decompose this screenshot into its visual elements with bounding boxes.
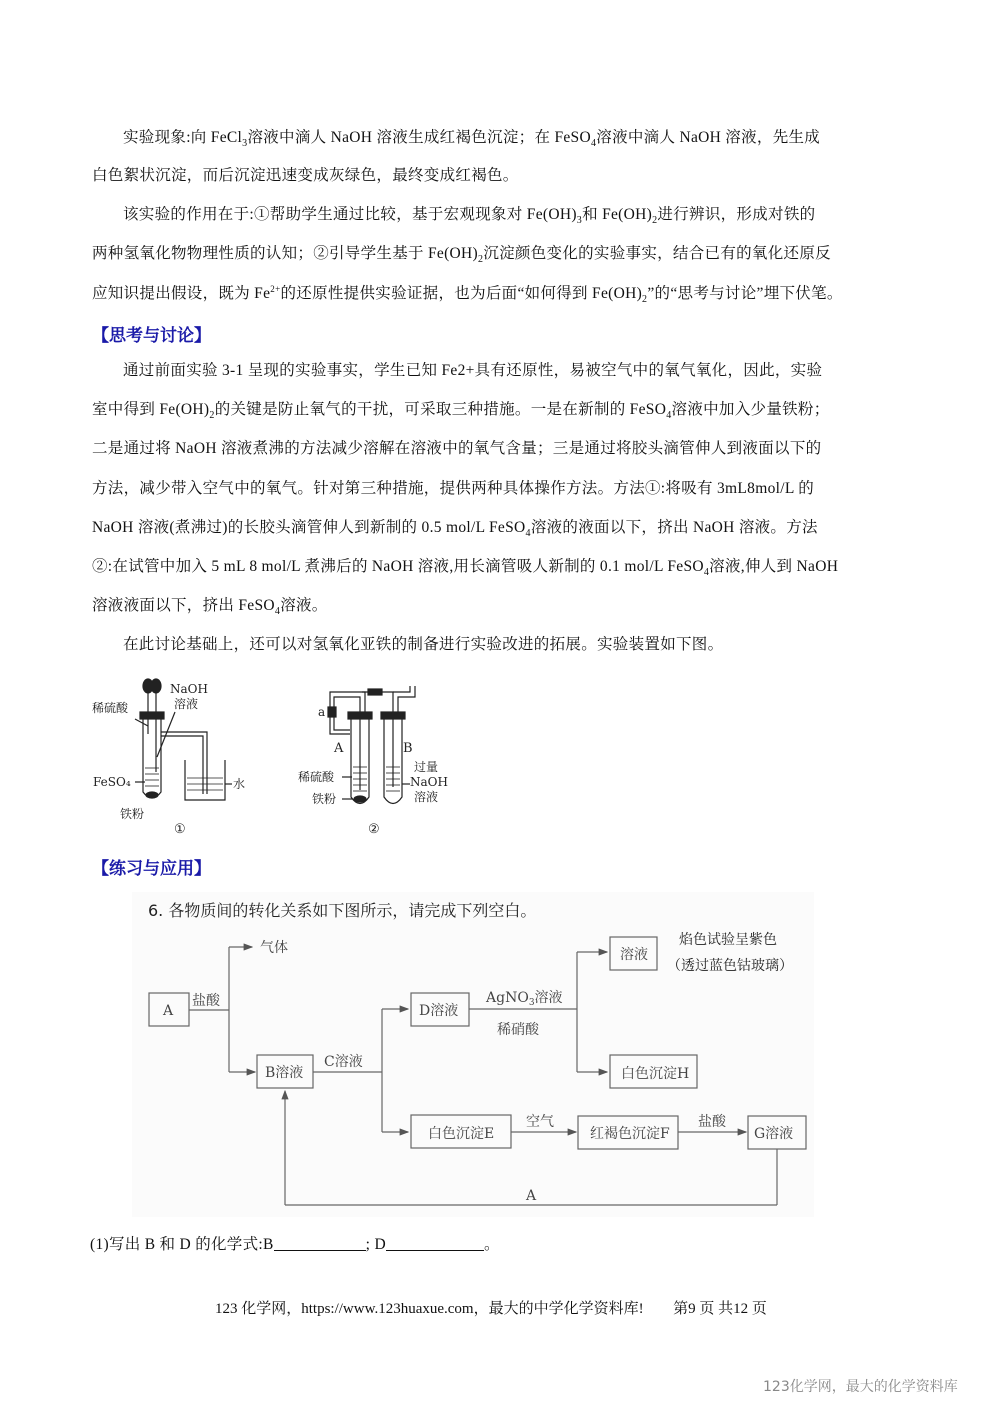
question-6: 6. 各物质间的转化关系如下图所示，请完成下列空白。 xyxy=(148,901,537,920)
flow-B: B溶液 xyxy=(265,1065,304,1081)
page-footer xyxy=(215,1297,767,1318)
label-clamp-a: a xyxy=(318,705,326,719)
para3-line6: ②:在试管中加入 5 mL 8 mol/L 煮沸后的 NaOH 溶液,用长滴管吸人新制的 0.1 mol/L FeSO$_4$溶液,伸人到 NaOH xyxy=(92,558,839,578)
para3-line4: 方法，减少带入空气中的氧气。针对第三种措施，提供两种具体操作方法。方法①:将吸有 3mL8mol/L 的 xyxy=(92,480,814,497)
para2-line2: 两种氢氧化物物理性质的认知；②引导学生基于 $Fe(OH)_2$沉淀颜色变化的实验事实，结合已有的氧化还原反 xyxy=(92,245,831,265)
flow-E: 白色沉淀E xyxy=(428,1126,495,1142)
figure-number-2: ② xyxy=(368,822,380,837)
flow-dilute-nitric-acid: 稀硝酸 xyxy=(497,1022,539,1038)
label-dilute-sulfuric-acid: 稀硫酸 xyxy=(92,701,129,715)
flow-F: 红褐色沉淀F xyxy=(590,1126,670,1142)
flow-cobalt-glass: （透过蓝色钴玻璃） xyxy=(667,958,793,974)
flow-air: 空气 xyxy=(526,1114,554,1130)
para4: 在此讨论基础上，还可以对氢氧化亚铁的制备进行实验改进的拓展。实验装置如下图。 xyxy=(123,636,724,653)
label-dilute-sulfuric-acid-2: 稀硫酸 xyxy=(298,770,335,784)
answer-blank-b[interactable] xyxy=(274,1236,366,1251)
flow-agno3: AgNO$_3$溶液 xyxy=(486,990,563,1008)
flow-solution: 溶液 xyxy=(620,947,648,963)
flow-H: 白色沉淀H xyxy=(621,1066,690,1082)
flow-back-A: A xyxy=(526,1188,537,1204)
flow-A: A xyxy=(163,1003,174,1019)
label-solution: 溶液 xyxy=(174,697,199,711)
flow-G: G溶液 xyxy=(754,1126,794,1142)
sub-question-1: (1)写出 B 和 D 的化学式:B ; D 。 xyxy=(90,1236,500,1253)
section-heading-practice: 【练习与应用】 xyxy=(92,859,211,879)
flow-flame-test: 焰色试验呈紫色 xyxy=(679,932,777,948)
para3-line1: 通过前面实验 3-1 呈现的实验事实，学生已知 Fe2+具有还原性，易被空气中的氧气氧化，因此，实验 xyxy=(123,362,823,379)
label-tube-b: B xyxy=(403,741,413,756)
apparatus-2-figure xyxy=(290,672,460,842)
label-iron-powder: 铁粉 xyxy=(120,807,145,821)
para3-line5: NaOH 溶液(煮沸过)的长胶头滴管伸人到新制的 0.5 mol/L FeSO$_4$溶液的液面以下，挤出 NaOH 溶液。方法 xyxy=(92,519,818,539)
flow-hydrochloric-acid-2: 盐酸 xyxy=(698,1114,726,1130)
para2-line1: 该实验的作用在于:①帮助学生通过比较，基于宏观现象对 $Fe(OH)_3$和 $Fe(OH)_2$进行辨识，形成对铁的 xyxy=(123,206,816,226)
para2-line3: 应知识提出假设，既为 $Fe^{2+}$的还原性提供实验证据，也为后面“如何得到 $Fe(OH)_2$”的“思考与讨论”埋下伏笔。 xyxy=(92,284,843,305)
answer-blank-d[interactable] xyxy=(386,1236,484,1251)
para1-line1: 实验现象:向 FeCl$_3$溶液中滴人 NaOH 溶液生成红褐色沉淀；在 FeSO$_4$溶液中滴人 NaOH 溶液，先生成 xyxy=(123,129,821,149)
figure-number-1: ① xyxy=(174,822,186,837)
label-excess: 过量 xyxy=(414,760,439,774)
flow-C: C溶液 xyxy=(324,1054,363,1070)
page-number: 第9 页 共12 页 xyxy=(673,1301,767,1317)
footer-site: 123 化学网，https://www.123huaxue.com，最大的中学化学资料库! xyxy=(215,1301,644,1317)
flow-gas: 气体 xyxy=(260,940,288,956)
flow-hydrochloric-acid-1: 盐酸 xyxy=(192,993,220,1009)
label-feso4: FeSO₄ xyxy=(93,775,131,789)
label-tube-a: A xyxy=(334,741,344,756)
label-solution-2: 溶液 xyxy=(414,790,439,804)
apparatus-1-figure xyxy=(90,672,270,842)
watermark-text: 123化学网，最大的化学资料库 xyxy=(763,1379,958,1395)
label-naoh-2: NaOH xyxy=(410,775,448,789)
label-iron-powder-2: 铁粉 xyxy=(312,792,337,806)
section-heading-discussion: 【思考与讨论】 xyxy=(92,326,211,346)
conversion-flow-diagram xyxy=(132,892,814,1217)
para1-line2: 白色絮状沉淀，而后沉淀迅速变成灰绿色，最终变成红褐色。 xyxy=(92,167,519,184)
para3-line2: 室中得到 $Fe(OH)_2$的关键是防止氧气的干扰，可采取三种措施。一是在新制的 FeSO$_4$溶液中加入少量铁粉； xyxy=(92,401,830,421)
label-water: 水 xyxy=(233,777,246,791)
flow-D: D溶液 xyxy=(419,1003,459,1019)
para3-line7: 溶液液面以下，挤出 FeSO$_4$溶液。 xyxy=(92,597,328,617)
label-naoh: NaOH xyxy=(170,682,208,696)
para3-line3: 二是通过将 NaOH 溶液煮沸的方法减少溶解在溶液中的氧气含量；三是通过将胶头滴管伸人到液面以下的 xyxy=(92,440,822,457)
